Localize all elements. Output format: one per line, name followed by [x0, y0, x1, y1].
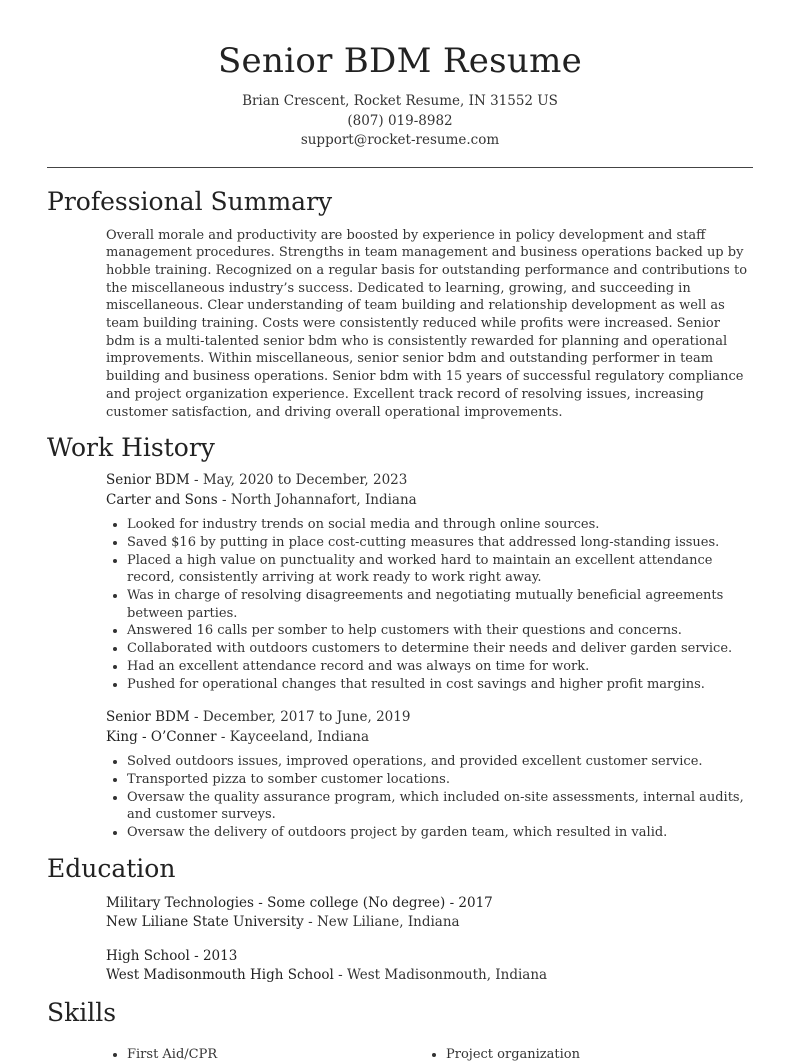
separator: - [303, 914, 317, 931]
list-item: • Pushed for operational changes that resulted in cost savings and higher profit margins. [127, 676, 753, 694]
separator: - [189, 709, 203, 726]
list-item: • Collaborated with outdoors customers to determine their needs and deliver garden service. [127, 640, 753, 658]
skills-heading: Skills [47, 997, 117, 1027]
list-item: • First Aid/CPR [127, 1046, 425, 1063]
job-title-line [106, 471, 753, 491]
job-company-line [106, 728, 753, 748]
list-item: • Oversaw the delivery of outdoors project by garden team, which resulted in valid. [127, 824, 753, 842]
list-item: • Placed a high value on punctuality and worked hard to maintain an excellent attendance record, consistently arriving at work ready to work right away. [127, 552, 753, 587]
education-body [0, 894, 800, 986]
summary-text: Overall morale and productivity are boosted by experience in policy development and staff management procedures. Strengths in team management and business operations backed up by hobble training. Recognized on a regular basis for outstanding performance and contributions to the miscellaneous industry’s success. Dedicated to learning, growing, and succeeding in miscellaneous. Clear understanding of team building and relationship development as well as team building training. Costs were consistently reduced while profits were increased. Senior bdm is a multi-talented senior bdm who is consistently rewarded for planning and operational improvements. Within miscellaneous, senior senior bdm and outstanding performer in team building and business operations. Senior bdm with 15 years of successful regulatory compliance and project organization experience. Excellent track record of resolving issues, increasing customer satisfaction, and driving overall operational improvements. [106, 227, 748, 420]
contact-address: Brian Crescent, Rocket Resume, IN 31552 US [242, 93, 558, 109]
work-history-heading: Work History [47, 433, 215, 463]
contact-block [0, 92, 800, 151]
education-school-line [106, 913, 753, 933]
work-history-body [0, 471, 800, 842]
job-role: Senior BDM [106, 709, 190, 726]
job-bullets [106, 753, 753, 842]
skills-list [0, 1046, 800, 1063]
job-location: Kayceeland, Indiana [229, 728, 370, 745]
job-entry [106, 471, 753, 693]
separator: - [216, 728, 230, 745]
education-location: West Madisonmouth, Indiana [346, 967, 548, 984]
separator: - [333, 967, 347, 984]
education-section [0, 854, 800, 986]
education-school: New Liliane State University [106, 914, 304, 931]
list-item: • Saved $16 by putting in place cost-cutting measures that addressed long-standing issues. [127, 534, 753, 552]
education-heading: Education [47, 853, 176, 883]
job-company-line [106, 491, 753, 511]
education-degree: High School - 2013 [106, 947, 238, 964]
contact-phone: (807) 019-8982 [347, 112, 453, 129]
separator: - [217, 491, 231, 508]
resume-title: Senior BDM Resume [217, 41, 583, 81]
skills-column-right [425, 1046, 744, 1063]
skills-section [0, 998, 800, 1063]
work-history-section [0, 433, 800, 842]
header-divider [47, 167, 753, 168]
job-title-line [106, 708, 753, 728]
education-location: New Liliane, Indiana [316, 914, 460, 931]
job-entry [106, 708, 753, 842]
list-item: • Project organization [446, 1046, 744, 1063]
education-degree: Military Technologies - Some college (No degree) - 2017 [106, 894, 493, 911]
list-item: • Had an excellent attendance record and was always on time for work. [127, 658, 753, 676]
summary-section [0, 187, 800, 422]
education-entry [106, 894, 753, 933]
list-item: • Solved outdoors issues, improved operations, and provided excellent customer service. [127, 753, 753, 771]
job-bullets [106, 516, 753, 693]
list-item: • Was in charge of resolving disagreements and negotiating mutually beneficial agreements between parties. [127, 587, 753, 622]
job-dates: May, 2020 to December, 2023 [202, 472, 408, 489]
separator: - [189, 472, 203, 489]
list-item: • Oversaw the quality assurance program, which included on-site assessments, internal audits, and customer surveys. [127, 789, 753, 824]
summary-body [0, 227, 800, 422]
resume-header [0, 0, 800, 151]
skills-column-left [106, 1046, 425, 1063]
list-item: • Looked for industry trends on social media and through online sources. [127, 516, 753, 534]
job-dates: December, 2017 to June, 2019 [202, 709, 411, 726]
job-company: Carter and Sons [106, 491, 218, 508]
summary-heading: Professional Summary [47, 186, 333, 216]
education-school-line [106, 966, 753, 986]
job-location: North Johannafort, Indiana [230, 491, 417, 508]
job-role: Senior BDM [106, 472, 190, 489]
job-company: King - O’Conner [106, 728, 217, 745]
contact-email[interactable]: support@rocket-resume.com [300, 132, 500, 148]
list-item: • Transported pizza to somber customer locations. [127, 771, 753, 789]
list-item: • Answered 16 calls per somber to help customers with their questions and concerns. [127, 622, 753, 640]
education-school: West Madisonmouth High School [106, 967, 334, 984]
education-entry [106, 947, 753, 986]
